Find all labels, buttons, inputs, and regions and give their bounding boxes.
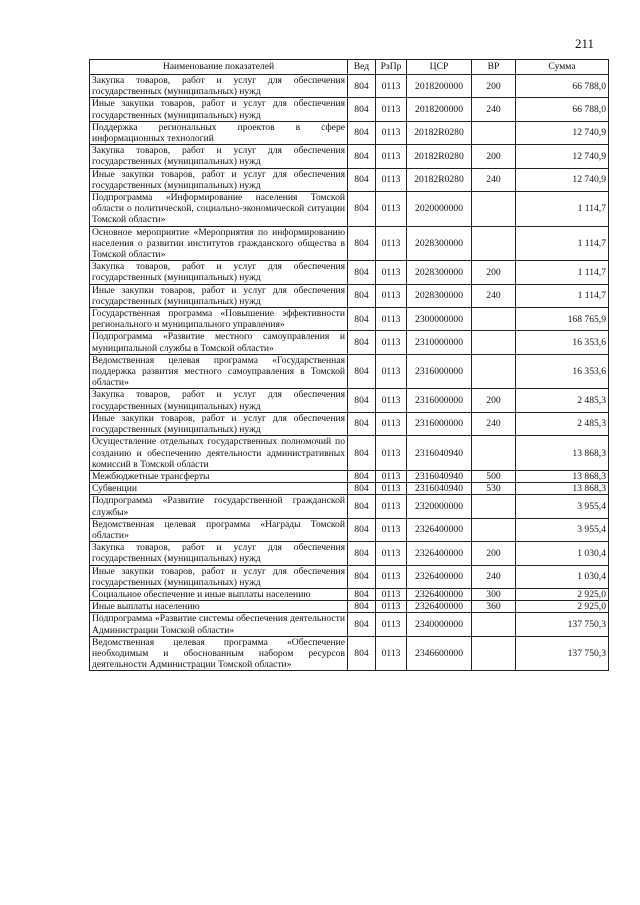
cell-vr	[472, 436, 516, 471]
cell-csr: 2300000000	[407, 308, 472, 331]
cell-csr: 2028300000	[407, 261, 472, 284]
cell-rzpr: 0113	[376, 226, 407, 261]
cell-vr	[472, 331, 516, 354]
table-row	[90, 470, 609, 482]
cell-name: Закупка товаров, работ и услуг для обеспечения государственных (муниципальных) нужд	[90, 75, 348, 98]
table-row	[90, 192, 609, 227]
table-row	[90, 542, 609, 565]
cell-vr	[472, 354, 516, 389]
table-row	[90, 412, 609, 435]
cell-vr: 240	[472, 565, 516, 588]
cell-sum: 2 925,0	[516, 601, 609, 613]
cell-ved: 804	[348, 331, 376, 354]
table-row	[90, 226, 609, 261]
page-number: 211	[574, 36, 594, 51]
cell-ved: 804	[348, 588, 376, 600]
cell-csr: 2326400000	[407, 542, 472, 565]
table-row	[90, 261, 609, 284]
cell-name: Закупка товаров, работ и услуг для обеспечения государственных (муниципальных) нужд	[90, 389, 348, 412]
cell-rzpr: 0113	[376, 354, 407, 389]
cell-vr	[472, 636, 516, 671]
cell-rzpr: 0113	[376, 284, 407, 307]
cell-ved: 804	[348, 308, 376, 331]
cell-vr: 200	[472, 389, 516, 412]
cell-csr: 2316040940	[407, 436, 472, 471]
cell-rzpr: 0113	[376, 412, 407, 435]
cell-csr: 2326400000	[407, 565, 472, 588]
cell-ved: 804	[348, 565, 376, 588]
cell-vr: 300	[472, 588, 516, 600]
cell-name: Иные закупки товаров, работ и услуг для обеспечения государственных (муниципальных) нужд	[90, 284, 348, 307]
table-row	[90, 436, 609, 471]
table-row	[90, 168, 609, 191]
cell-csr: 2316000000	[407, 389, 472, 412]
cell-sum: 1 114,7	[516, 226, 609, 261]
cell-ved: 804	[348, 436, 376, 471]
cell-rzpr: 0113	[376, 483, 407, 495]
cell-vr: 240	[472, 98, 516, 121]
cell-ved: 804	[348, 261, 376, 284]
table-row	[90, 601, 609, 613]
cell-csr: 2326400000	[407, 518, 472, 541]
cell-rzpr: 0113	[376, 331, 407, 354]
cell-vr	[472, 518, 516, 541]
cell-ved: 804	[348, 121, 376, 144]
cell-rzpr: 0113	[376, 518, 407, 541]
cell-vr: 530	[472, 483, 516, 495]
cell-csr: 2316040940	[407, 470, 472, 482]
cell-ved: 804	[348, 192, 376, 227]
cell-csr: 2326400000	[407, 601, 472, 613]
cell-rzpr: 0113	[376, 601, 407, 613]
cell-rzpr: 0113	[376, 565, 407, 588]
cell-sum: 137 750,3	[516, 613, 609, 636]
cell-ved: 804	[348, 470, 376, 482]
cell-name: Иные закупки товаров, работ и услуг для обеспечения государственных (муниципальных) нужд	[90, 565, 348, 588]
cell-sum: 12 740,9	[516, 121, 609, 144]
cell-rzpr: 0113	[376, 636, 407, 671]
budget-table	[89, 59, 609, 671]
cell-name: Иные закупки товаров, работ и услуг для обеспечения государственных (муниципальных) нужд	[90, 412, 348, 435]
cell-name: Основное мероприятие «Мероприятия по информированию населения о развитии институтов гражданского общества в Томской области»	[90, 226, 348, 261]
table-body	[90, 75, 609, 671]
table-row	[90, 518, 609, 541]
table-row	[90, 75, 609, 98]
cell-rzpr: 0113	[376, 192, 407, 227]
cell-sum: 2 485,3	[516, 389, 609, 412]
cell-ved: 804	[348, 75, 376, 98]
table-row	[90, 636, 609, 671]
cell-sum: 3 955,4	[516, 495, 609, 518]
cell-vr	[472, 121, 516, 144]
cell-ved: 804	[348, 284, 376, 307]
table-row	[90, 389, 609, 412]
cell-sum: 66 788,0	[516, 98, 609, 121]
cell-vr	[472, 192, 516, 227]
cell-csr: 2340000000	[407, 613, 472, 636]
cell-rzpr: 0113	[376, 470, 407, 482]
cell-sum: 2 925,0	[516, 588, 609, 600]
cell-name: Ведомственная целевая программа «Обеспечение необходимым и обоснованным набором ресурсов деятельности Администрации Томской области»	[90, 636, 348, 671]
cell-name: Ведомственная целевая программа «Награды Томской области»	[90, 518, 348, 541]
cell-name: Закупка товаров, работ и услуг для обеспечения государственных (муниципальных) нужд	[90, 145, 348, 168]
cell-name: Подпрограмма «Развитие местного самоуправления и муниципальной службы в Томской области»	[90, 331, 348, 354]
cell-vr: 200	[472, 542, 516, 565]
cell-rzpr: 0113	[376, 98, 407, 121]
cell-ved: 804	[348, 613, 376, 636]
cell-name: Иные выплаты населению	[90, 601, 348, 613]
cell-ved: 804	[348, 542, 376, 565]
cell-name: Иные закупки товаров, работ и услуг для обеспечения государственных (муниципальных) нужд	[90, 168, 348, 191]
table-row	[90, 565, 609, 588]
cell-ved: 804	[348, 168, 376, 191]
cell-csr: 20182R0280	[407, 121, 472, 144]
cell-ved: 804	[348, 145, 376, 168]
cell-rzpr: 0113	[376, 168, 407, 191]
cell-name: Закупка товаров, работ и услуг для обеспечения государственных (муниципальных) нужд	[90, 261, 348, 284]
col-header-ved: Вед	[348, 60, 376, 75]
cell-csr: 2018200000	[407, 98, 472, 121]
cell-sum: 1 114,7	[516, 192, 609, 227]
cell-csr: 20182R0280	[407, 168, 472, 191]
cell-ved: 804	[348, 495, 376, 518]
table-row	[90, 495, 609, 518]
cell-rzpr: 0113	[376, 121, 407, 144]
cell-name: Государственная программа «Повышение эффективности регионального и муниципального управления»	[90, 308, 348, 331]
cell-sum: 12 740,9	[516, 168, 609, 191]
cell-csr: 2346600000	[407, 636, 472, 671]
cell-vr	[472, 613, 516, 636]
cell-name: Ведомственная целевая программа «Государственная поддержка развития местного самоуправления в Томской области»	[90, 354, 348, 389]
cell-vr	[472, 226, 516, 261]
table-header-row	[90, 60, 609, 75]
cell-sum: 3 955,4	[516, 518, 609, 541]
cell-sum: 1 114,7	[516, 261, 609, 284]
cell-rzpr: 0113	[376, 75, 407, 98]
cell-sum: 16 353,6	[516, 331, 609, 354]
cell-sum: 2 485,3	[516, 412, 609, 435]
cell-name: Подпрограмма «Развитие системы обеспечения деятельности Администрации Томской области»	[90, 613, 348, 636]
table-row	[90, 284, 609, 307]
cell-sum: 1 114,7	[516, 284, 609, 307]
cell-ved: 804	[348, 226, 376, 261]
cell-sum: 66 788,0	[516, 75, 609, 98]
cell-csr: 2020000000	[407, 192, 472, 227]
cell-ved: 804	[348, 412, 376, 435]
cell-ved: 804	[348, 354, 376, 389]
table-row	[90, 483, 609, 495]
cell-csr: 2326400000	[407, 588, 472, 600]
cell-rzpr: 0113	[376, 542, 407, 565]
cell-sum: 16 353,6	[516, 354, 609, 389]
col-header-name: Наименование показателей	[90, 60, 348, 75]
cell-sum: 168 765,9	[516, 308, 609, 331]
cell-name: Межбюджетные трансферты	[90, 470, 348, 482]
cell-name: Поддержка региональных проектов в сфере информационных технологий	[90, 121, 348, 144]
cell-csr: 2310000000	[407, 331, 472, 354]
cell-rzpr: 0113	[376, 389, 407, 412]
cell-csr: 2018200000	[407, 75, 472, 98]
cell-rzpr: 0113	[376, 613, 407, 636]
cell-ved: 804	[348, 518, 376, 541]
cell-rzpr: 0113	[376, 588, 407, 600]
cell-vr: 200	[472, 145, 516, 168]
cell-name: Подпрограмма «Информирование населения Томской области о политической, социально-экономической ситуации Томской области»	[90, 192, 348, 227]
table-row	[90, 308, 609, 331]
cell-name: Социальное обеспечение и иные выплаты населению	[90, 588, 348, 600]
table-row	[90, 331, 609, 354]
col-header-sum: Сумма	[516, 60, 609, 75]
cell-vr: 240	[472, 168, 516, 191]
cell-name: Закупка товаров, работ и услуг для обеспечения государственных (муниципальных) нужд	[90, 542, 348, 565]
cell-sum: 137 750,3	[516, 636, 609, 671]
cell-ved: 804	[348, 389, 376, 412]
table-row	[90, 588, 609, 600]
cell-ved: 804	[348, 98, 376, 121]
cell-csr: 2316000000	[407, 354, 472, 389]
cell-csr: 2320000000	[407, 495, 472, 518]
cell-rzpr: 0113	[376, 261, 407, 284]
cell-csr: 2316040940	[407, 483, 472, 495]
cell-sum: 12 740,9	[516, 145, 609, 168]
cell-csr: 20182R0280	[407, 145, 472, 168]
cell-vr	[472, 308, 516, 331]
cell-ved: 804	[348, 636, 376, 671]
col-header-vr: ВР	[472, 60, 516, 75]
cell-name: Иные закупки товаров, работ и услуг для обеспечения государственных (муниципальных) нужд	[90, 98, 348, 121]
cell-rzpr: 0113	[376, 145, 407, 168]
cell-name: Субвенции	[90, 483, 348, 495]
cell-name: Подпрограмма «Развитие государственной гражданской службы»	[90, 495, 348, 518]
cell-vr	[472, 495, 516, 518]
cell-sum: 1 030,4	[516, 565, 609, 588]
cell-csr: 2028300000	[407, 226, 472, 261]
table-row	[90, 613, 609, 636]
cell-vr: 240	[472, 412, 516, 435]
cell-vr: 200	[472, 75, 516, 98]
cell-sum: 13 868,3	[516, 436, 609, 471]
cell-sum: 1 030,4	[516, 542, 609, 565]
cell-csr: 2316000000	[407, 412, 472, 435]
cell-rzpr: 0113	[376, 308, 407, 331]
table-row	[90, 121, 609, 144]
cell-vr: 240	[472, 284, 516, 307]
cell-sum: 13 868,3	[516, 483, 609, 495]
cell-vr: 200	[472, 261, 516, 284]
cell-sum: 13 868,3	[516, 470, 609, 482]
cell-name: Осуществление отдельных государственных полномочий по созданию и обеспечению деятельности административных комиссий в Томской области	[90, 436, 348, 471]
cell-ved: 804	[348, 483, 376, 495]
col-header-rzpr: РзПр	[376, 60, 407, 75]
table-row	[90, 354, 609, 389]
cell-rzpr: 0113	[376, 495, 407, 518]
table-row	[90, 98, 609, 121]
table-row	[90, 145, 609, 168]
cell-vr: 500	[472, 470, 516, 482]
cell-rzpr: 0113	[376, 436, 407, 471]
cell-csr: 2028300000	[407, 284, 472, 307]
col-header-csr: ЦСР	[407, 60, 472, 75]
cell-vr: 360	[472, 601, 516, 613]
cell-ved: 804	[348, 601, 376, 613]
